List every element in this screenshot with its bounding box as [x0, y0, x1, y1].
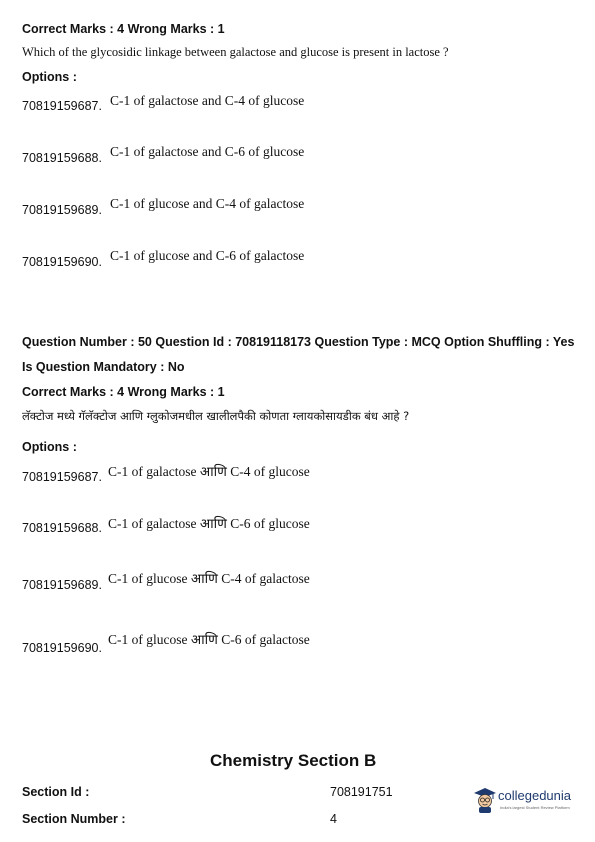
student-mascot-icon [472, 786, 498, 814]
q1-question-text: Which of the glycosidic linkage between galactose and glucose is present in lactose ? [22, 45, 449, 59]
section-title: Chemistry Section B [210, 751, 377, 770]
collegedunia-logo [472, 786, 572, 816]
logo-tagline: India's largest Student Review Platform [500, 805, 570, 810]
q2-option-3-id: 70819159689. [22, 578, 102, 592]
q2-options-label: Options : [22, 440, 77, 454]
q2-option-1-id: 70819159687. [22, 470, 102, 484]
q2-option-4-text: C-1 of glucose आणि C-6 of galactose [108, 632, 310, 647]
q1-option-2-text: C-1 of galactose and C-6 of glucose [110, 144, 305, 159]
q1-option-1-text: C-1 of galactose and C-4 of glucose [110, 93, 305, 108]
q2-marks-line: Correct Marks : 4 Wrong Marks : 1 [22, 385, 225, 399]
q2-header-line1: Question Number : 50 Question Id : 70819118173 Question Type : MCQ Option Shuffling : Yes [22, 335, 575, 349]
q2-option-2-id: 70819159688. [22, 521, 102, 535]
q1-option-4-id: 70819159690. [22, 255, 102, 269]
q2-option-2-text: C-1 of galactose आणि C-6 of glucose [108, 516, 310, 531]
section-number-value: 4 [330, 812, 337, 826]
q1-options-label: Options : [22, 70, 77, 84]
q2-option-3-text: C-1 of glucose आणि C-4 of galactose [108, 571, 310, 586]
q1-option-3-text: C-1 of glucose and C-4 of galactose [110, 196, 305, 211]
logo-wordmark: collegedunia [498, 788, 572, 803]
q1-option-4-text: C-1 of glucose and C-6 of galactose [110, 248, 305, 263]
section-id-label: Section Id : [22, 785, 90, 799]
q2-option-1-text: C-1 of galactose आणि C-4 of glucose [108, 464, 310, 479]
q1-marks-line: Correct Marks : 4 Wrong Marks : 1 [22, 22, 225, 36]
section-number-label: Section Number : [22, 812, 126, 826]
q2-question-text: लॅक्टोज मध्ये गॅलॅक्टोज आणि ग्लुकोजमधील खालीलपैकी कोणता ग्लायकोसायडीक बंध आहे ? [22, 409, 410, 423]
q2-option-4-id: 70819159690. [22, 641, 102, 655]
q1-option-2-id: 70819159688. [22, 151, 102, 165]
q1-option-3-id: 70819159689. [22, 203, 102, 217]
q1-option-1-id: 70819159687. [22, 99, 102, 113]
section-id-value: 708191751 [330, 785, 393, 799]
q2-header-line2: Is Question Mandatory : No [22, 360, 185, 374]
